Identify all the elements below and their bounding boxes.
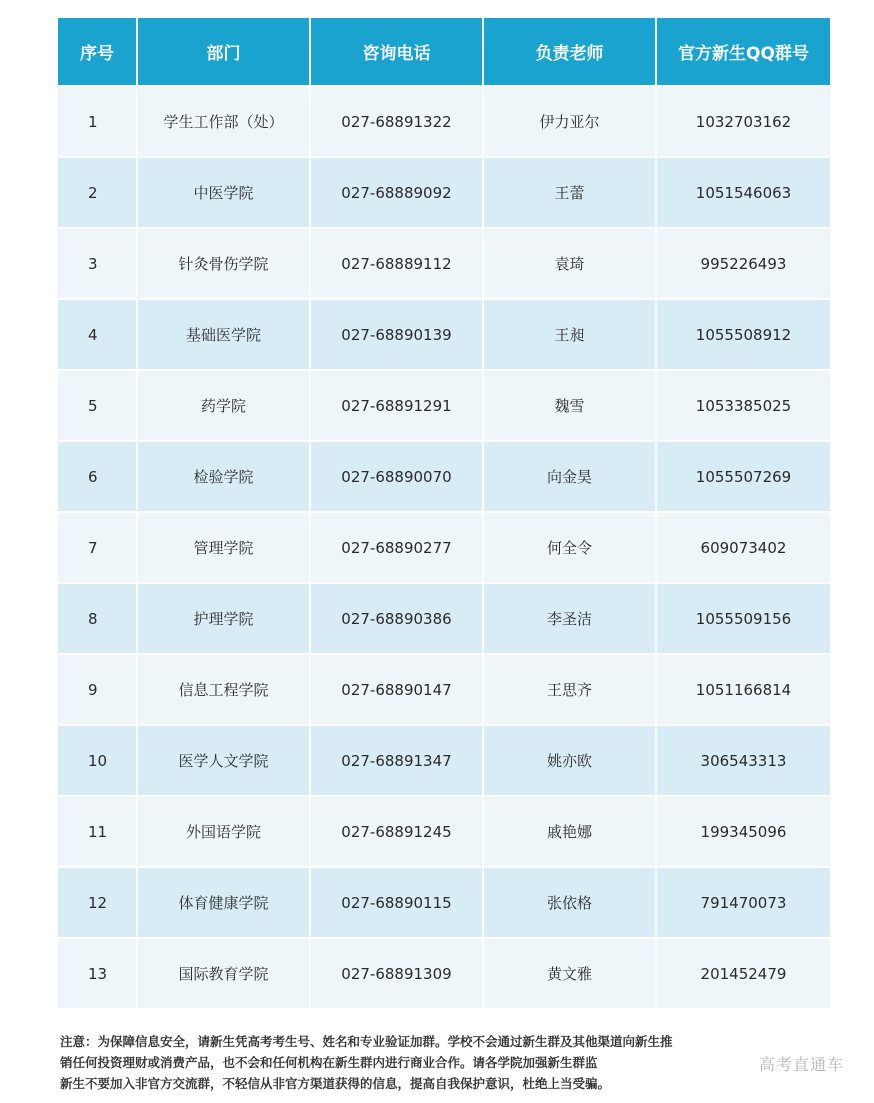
cell-department: 学生工作部（处） bbox=[138, 85, 311, 156]
cell-department: 中医学院 bbox=[138, 156, 311, 227]
cell-index: 10 bbox=[58, 724, 138, 795]
table-row bbox=[58, 156, 830, 227]
cell-teacher: 李圣洁 bbox=[484, 582, 657, 653]
cell-index: 6 bbox=[58, 440, 138, 511]
cell-phone: 027-68890386 bbox=[311, 582, 484, 653]
table-header-row bbox=[58, 18, 830, 85]
cell-teacher: 向金昊 bbox=[484, 440, 657, 511]
notice-line-3: 新生不要加入非官方交流群，不轻信从非官方渠道获得的信息，提高自我保护意识，杜绝上当受骗。 bbox=[60, 1076, 611, 1091]
cell-teacher: 张依格 bbox=[484, 866, 657, 937]
cell-index: 1 bbox=[58, 85, 138, 156]
header-department: 部门 bbox=[138, 18, 311, 85]
cell-index: 12 bbox=[58, 866, 138, 937]
table-row bbox=[58, 937, 830, 1008]
cell-department: 外国语学院 bbox=[138, 795, 311, 866]
cell-teacher: 戚艳娜 bbox=[484, 795, 657, 866]
notice-line-1: 注意：为保障信息安全，请新生凭高考考生号、姓名和专业验证加群。学校不会通过新生群及其他渠道向新生推 bbox=[60, 1034, 673, 1049]
table-row bbox=[58, 298, 830, 369]
cell-department: 信息工程学院 bbox=[138, 653, 311, 724]
header-qq-group: 官方新生QQ群号 bbox=[657, 18, 830, 85]
table-row bbox=[58, 369, 830, 440]
cell-teacher: 黄文雅 bbox=[484, 937, 657, 1008]
cell-teacher: 袁琦 bbox=[484, 227, 657, 298]
cell-phone: 027-68891322 bbox=[311, 85, 484, 156]
cell-index: 4 bbox=[58, 298, 138, 369]
cell-department: 针灸骨伤学院 bbox=[138, 227, 311, 298]
cell-department: 检验学院 bbox=[138, 440, 311, 511]
table-row bbox=[58, 85, 830, 156]
header-teacher: 负责老师 bbox=[484, 18, 657, 85]
table-row bbox=[58, 795, 830, 866]
table-row bbox=[58, 866, 830, 937]
cell-phone: 027-68890147 bbox=[311, 653, 484, 724]
cell-phone: 027-68889112 bbox=[311, 227, 484, 298]
cell-qq-group: 1051166814 bbox=[657, 653, 830, 724]
cell-index: 2 bbox=[58, 156, 138, 227]
cell-phone: 027-68890277 bbox=[311, 511, 484, 582]
notice-text bbox=[60, 1031, 860, 1094]
cell-teacher: 姚亦欧 bbox=[484, 724, 657, 795]
header-phone: 咨询电话 bbox=[311, 18, 484, 85]
cell-teacher: 王思齐 bbox=[484, 653, 657, 724]
cell-phone: 027-68891291 bbox=[311, 369, 484, 440]
watermark: 高考直通车 bbox=[758, 1055, 844, 1074]
table-body bbox=[58, 85, 830, 1008]
cell-index: 3 bbox=[58, 227, 138, 298]
cell-qq-group: 1055507269 bbox=[657, 440, 830, 511]
cell-department: 基础医学院 bbox=[138, 298, 311, 369]
cell-phone: 027-68889092 bbox=[311, 156, 484, 227]
contact-table bbox=[58, 18, 830, 1008]
cell-department: 医学人文学院 bbox=[138, 724, 311, 795]
cell-department: 管理学院 bbox=[138, 511, 311, 582]
cell-index: 5 bbox=[58, 369, 138, 440]
cell-qq-group: 199345096 bbox=[657, 795, 830, 866]
cell-teacher: 王昶 bbox=[484, 298, 657, 369]
cell-qq-group: 1055508912 bbox=[657, 298, 830, 369]
cell-phone: 027-68891309 bbox=[311, 937, 484, 1008]
cell-teacher: 何全令 bbox=[484, 511, 657, 582]
table-row bbox=[58, 724, 830, 795]
cell-index: 7 bbox=[58, 511, 138, 582]
cell-qq-group: 609073402 bbox=[657, 511, 830, 582]
cell-qq-group: 306543313 bbox=[657, 724, 830, 795]
cell-department: 国际教育学院 bbox=[138, 937, 311, 1008]
cell-qq-group: 1053385025 bbox=[657, 369, 830, 440]
cell-qq-group: 1032703162 bbox=[657, 85, 830, 156]
cell-teacher: 伊力亚尔 bbox=[484, 85, 657, 156]
cell-index: 13 bbox=[58, 937, 138, 1008]
table-row bbox=[58, 227, 830, 298]
cell-department: 药学院 bbox=[138, 369, 311, 440]
table-row bbox=[58, 440, 830, 511]
notice-line-2: 销任何投资理财或消费产品，也不会和任何机构在新生群内进行商业合作。请各学院加强新生群监 bbox=[60, 1055, 598, 1070]
cell-index: 8 bbox=[58, 582, 138, 653]
cell-phone: 027-68890070 bbox=[311, 440, 484, 511]
table-row bbox=[58, 511, 830, 582]
cell-phone: 027-68890115 bbox=[311, 866, 484, 937]
header-index: 序号 bbox=[58, 18, 138, 85]
cell-department: 护理学院 bbox=[138, 582, 311, 653]
table-row bbox=[58, 653, 830, 724]
cell-index: 9 bbox=[58, 653, 138, 724]
cell-teacher: 王蕾 bbox=[484, 156, 657, 227]
cell-phone: 027-68891245 bbox=[311, 795, 484, 866]
cell-qq-group: 1055509156 bbox=[657, 582, 830, 653]
cell-index: 11 bbox=[58, 795, 138, 866]
cell-department: 体育健康学院 bbox=[138, 866, 311, 937]
cell-teacher: 魏雪 bbox=[484, 369, 657, 440]
table-row bbox=[58, 582, 830, 653]
cell-phone: 027-68891347 bbox=[311, 724, 484, 795]
cell-qq-group: 1051546063 bbox=[657, 156, 830, 227]
cell-qq-group: 995226493 bbox=[657, 227, 830, 298]
cell-phone: 027-68890139 bbox=[311, 298, 484, 369]
cell-qq-group: 201452479 bbox=[657, 937, 830, 1008]
cell-qq-group: 791470073 bbox=[657, 866, 830, 937]
